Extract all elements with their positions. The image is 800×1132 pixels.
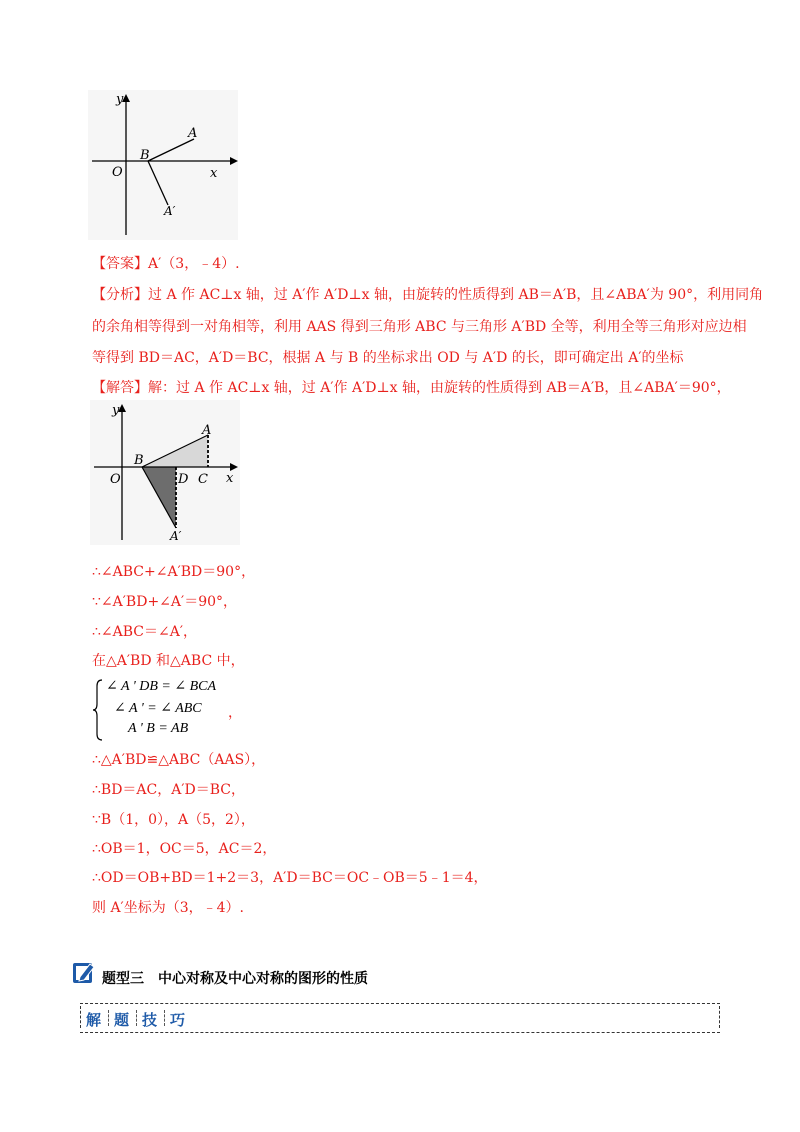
answer-line [92, 254, 240, 274]
tips-banner [80, 1003, 720, 1033]
step-2: ∵∠A′BD+∠A′＝90°， [92, 594, 238, 610]
analysis-text-1: 过 A 作 AC⊥x 轴，过 A′作 A′D⊥x 轴，由旋转的性质得到 AB＝A′B，且∠ABA′为 90°，利用同角 [148, 287, 764, 303]
coordinate-figure-1 [88, 90, 238, 240]
label-a: A [188, 126, 198, 141]
analysis-tag: 【分析】 [92, 287, 148, 303]
label-b: B [134, 453, 144, 468]
answer-tag: 【答案】 [92, 256, 148, 272]
coordinate-figure-2 [90, 400, 240, 545]
label-x: x [210, 166, 218, 181]
step-4: 在△A′BD 和△ABC 中， [92, 653, 245, 669]
solution-tag: 【解答】 [92, 380, 148, 396]
solution-text: 解：过 A 作 AC⊥x 轴，过 A′作 A′D⊥x 轴，由旋转的性质得到 AB＝A′B，且∠ABA′＝90°， [148, 380, 731, 396]
analysis-line-2: 的余角相等得到一对角相等，利用 AAS 得到三角形 ABC 与三角形 A′BD 全等，利用全等三角形对应边相 [92, 319, 747, 335]
label-a-prime: A′ [164, 204, 176, 218]
step-8: ∴OB＝1，OC＝5，AC＝2， [92, 841, 277, 857]
step-9: ∴OD＝OB+BD＝1+2＝3，A′D＝BC＝OC﹣OB＝5﹣1＝4， [92, 870, 488, 886]
section-title: 题型三 中心对称及中心对称的图形的性质 [102, 971, 368, 987]
analysis-line-3: 等得到 BD＝AC，A′D＝BC，根据 A 与 B 的坐标求出 OD 与 A′D 的长，即可确定出 A′的坐标 [92, 350, 684, 366]
label-b: B [140, 148, 150, 163]
tip-char-2: 题 [114, 1011, 130, 1029]
edit-note-icon [72, 960, 96, 984]
label-d: D [178, 472, 189, 487]
label-o: O [112, 165, 123, 180]
label-y: y [112, 403, 120, 418]
label-y: y [116, 92, 124, 107]
step-1: ∴∠ABC+∠A′BD＝90°， [92, 564, 256, 580]
left-brace-icon [92, 678, 104, 742]
step-6: ∴BD＝AC，A′D＝BC， [92, 782, 246, 798]
analysis-line-1 [92, 285, 763, 305]
section-heading [72, 960, 732, 988]
system-row-1: ∠ A ' DB = ∠ BCA [106, 679, 217, 694]
label-o: O [110, 472, 121, 487]
tip-char-3: 技 [142, 1011, 158, 1029]
label-a-prime: A′ [170, 529, 182, 543]
step-5: ∴△A′BD≌△ABC（AAS）， [92, 752, 266, 768]
step-10: 则 A′坐标为（3，﹣4）. [92, 900, 245, 916]
answer-text: A′（3，﹣4）. [148, 256, 240, 272]
equation-system [92, 678, 292, 742]
label-x: x [226, 471, 234, 486]
tip-char-4: 巧 [170, 1011, 186, 1029]
step-3: ∴∠ABC＝∠A′， [92, 624, 198, 640]
solution-line [92, 378, 731, 398]
label-a: A [202, 423, 212, 438]
system-comma: ， [228, 705, 242, 721]
tip-char-1: 解 [86, 1011, 102, 1029]
step-7: ∵B（1，0），A（5，2）， [92, 812, 255, 828]
label-c: C [198, 472, 208, 487]
system-row-3: A ' B = AB [128, 721, 189, 736]
system-row-2: ∠ A ' = ∠ ABC [114, 701, 202, 716]
